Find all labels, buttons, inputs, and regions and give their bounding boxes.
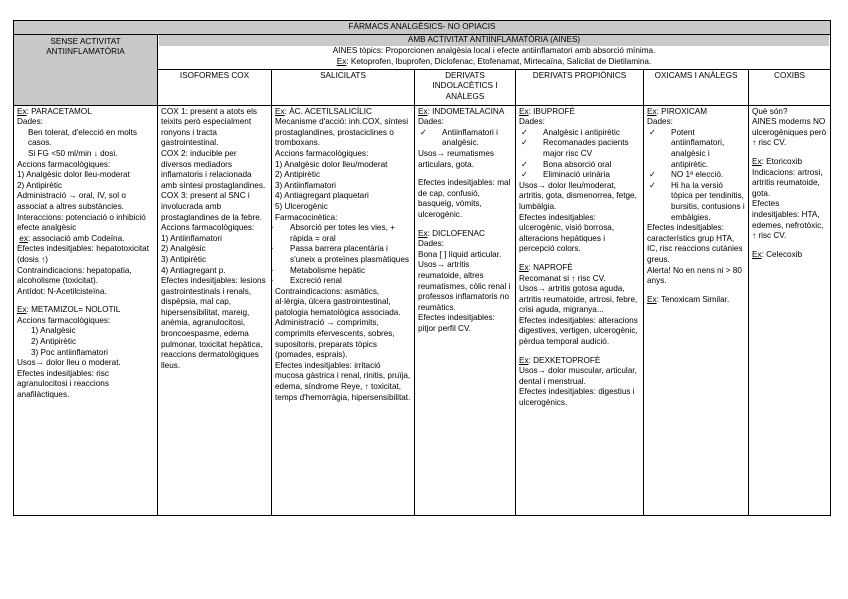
check-item: ✓ Analgèsic i antipirètic <box>519 128 640 139</box>
header-oxicams: OXICAMS I ANÀLEGS <box>644 69 749 105</box>
cell-indolacetics <box>415 105 516 515</box>
num-item: 3) Poc antiinflamatori <box>31 347 108 357</box>
etoricoxib-heading: Ex: Etoricoxib <box>752 156 803 166</box>
text: Efectes indesitjables: hepatotoxicitat (dosis ↑) <box>17 244 149 264</box>
text: Dades: <box>647 117 673 127</box>
cell-isoformes-cox <box>158 105 272 515</box>
text: Efectes indesitjables: ulcerogènic, visió borrosa, alteracions hepàtiques i percepció colors. <box>519 212 615 254</box>
text: Administració → oral, IV, sol o associat a altres substàncies. <box>17 191 126 211</box>
aines-topics: AINES tòpics: Proporcionen analgèsia local i efecte antiinflamatori amb absorció mínima. <box>332 46 656 56</box>
text: AINES moderns NO ulcerogèniques però ↑ risc CV. <box>752 117 827 148</box>
header-propionics: DERIVATS PROPIÒNICS <box>516 69 644 105</box>
table-title: FÀRMACS ANALGÈSICS- NO OPIACIS <box>14 21 831 35</box>
text: Contraindicacions: hepatopatia, alcoholisme (toxicitat). <box>17 265 132 286</box>
text: Mecanisme d'acció: inh.COX, síntesi prostaglandines, prostaciclines o tromboxans. <box>275 117 409 148</box>
text: COX 3: present al SNC i involucrada amb prostaglandines de la febre. <box>161 191 263 222</box>
num-item: 2) Antipirètic <box>17 180 63 190</box>
celecoxib-heading: Ex: Celecoxib <box>752 249 803 259</box>
cell-sense-activitat <box>14 105 158 515</box>
text: Efectes indesitjables: risc agranulocitosi i reaccions anafilàctiques. <box>17 368 109 400</box>
text: Accions farmacològiques: <box>17 159 111 169</box>
header-indolacetics: DERIVATS INDOLACÈTICS I ANÀLEGS <box>415 69 516 105</box>
text: Efectes indesitjables: digestius i ulcerogènics. <box>519 387 635 408</box>
ibuprofe-heading: Ex: IBUPROFÈ <box>519 106 575 116</box>
cell-coxibs <box>749 105 831 515</box>
header-isoformes-cox: ISOFORMES COX <box>158 69 272 105</box>
text: Dades: <box>418 117 444 127</box>
check-item: ✓ Recomanades pacients major risc CV <box>519 138 640 159</box>
text: Usos→ artritis gotosa aguda, artritis reumatoide, artrosi, febre, crisi aguda, migranya... <box>519 284 638 315</box>
text: Accions farmacològiques: <box>161 223 255 233</box>
check-item: ✓ Hi ha la versió tòpica per tendinitis, bursitis, contusions i embàlgies. <box>647 181 745 223</box>
piroxicam-heading: Ex: PIROXICAM <box>647 106 708 116</box>
tenoxicam-heading: Ex: Tenoxicam Similar. <box>647 294 730 304</box>
bullet-item: • Excreció renal <box>275 276 411 287</box>
text: Efectes indesitjables: pitjor perfil CV. <box>418 313 495 333</box>
num-item: 5) Ulcerogènic <box>275 201 328 211</box>
dexketoprofe-heading: Ex: DEXKETOPROFÈ <box>519 355 601 365</box>
check-item: ✓ NO 1ª elecció. <box>647 170 745 181</box>
paracetamol-heading: Ex: PARACETAMOL <box>17 106 92 116</box>
text: COX 2: inducible per diversos mediadors inflamatoris i relacionada amb síntesi prostaglandines. <box>161 148 266 190</box>
text: Dades: <box>17 117 43 127</box>
cell-oxicams <box>644 105 749 515</box>
num-item: 2) Antipirètic <box>275 170 321 180</box>
text: Recomanat si ↑ risc CV. <box>519 273 606 283</box>
cell-salicilats <box>272 105 415 515</box>
text: Dades: <box>418 239 444 249</box>
header-coxibs: COXIBS <box>749 69 831 105</box>
bullet-item: • Passa barrera placentària i s'uneix a proteïnes plasmàtiques <box>275 244 411 265</box>
num-item: 1) Analgèsic <box>31 326 76 336</box>
num-item: 4) Antiagregant p. <box>161 265 226 275</box>
num-item: 3) Antipirètic <box>161 254 207 264</box>
header-aines <box>158 34 831 69</box>
metamizol-heading: Ex: METAMIZOL= NOLOTIL <box>17 305 121 315</box>
text: Usos→ reumatismes articulars, gota. <box>418 148 494 169</box>
num-item: 1) Analgèsic dolor lleu-moderat <box>17 170 130 180</box>
text: Usos→ artritis reumatoide, altres reumatismes, còlic renal i professos inflamatoris no reumàtics. <box>418 260 511 312</box>
num-item: 3) Antiinflamatori <box>275 180 336 190</box>
text: Alerta! No en nens ni > 80 anys. <box>647 265 742 286</box>
num-item: 1) Analgèsic dolor lleu/moderat <box>275 159 388 169</box>
aines-title: AMB ACTIVITAT ANTIINFLAMATÒRIA (AINES) <box>159 35 829 47</box>
text: ex: associació amb Codeïna. <box>19 233 125 243</box>
num-item: 2) Antipirètic <box>31 337 77 347</box>
text: COX 1: present a atots els teixits però especialment ronyons i tracta gastrointestinal. <box>161 106 258 148</box>
indometalacina-heading: Ex: INDOMETALACINA <box>418 106 505 116</box>
text: Contraindicacions: asmàtics, al·lèrgia, úlcera gastrointestinal, patologia hematològica associada. <box>275 286 401 317</box>
text: Efectes indesitjables: alteracions digestives, vertigen, ulcerogènic, pèrdua temporal audició. <box>519 315 638 347</box>
text: Indicacions: artrosi, artritis reumatoide, gota. <box>752 167 823 198</box>
text: Usos→ dolor lleu o moderat. <box>17 358 121 368</box>
text: Bona [ ] líquid articular. <box>418 249 502 259</box>
num-item: 2) Analgèsic <box>161 244 206 254</box>
aas-heading: Ex: ÀC. ACETILSALICÍLIC <box>275 106 372 116</box>
num-item: 4) Antiagregant plaquetari <box>275 191 369 201</box>
bullet-item: • Absorció per totes les vies, + ràpida = oral <box>275 223 411 244</box>
check-item: ✓ Potent antiinflamatori, analgèsic i antipirètic. <box>647 128 745 170</box>
text: Efectes indesitjables: HTA, edemes, nefrotòxic, ↑ risc CV. <box>752 199 824 241</box>
cell-propionics <box>516 105 644 515</box>
check-item: ✓ Antiinflamatori i analgèsic. <box>418 128 512 149</box>
text: Accions farmacològiques: <box>17 315 111 325</box>
check-item: ✓ Bona absorció oral <box>519 160 640 171</box>
num-item: 1) Antiinflamatori <box>161 233 222 243</box>
diclofenac-heading: Ex: DICLOFENAC <box>418 228 485 238</box>
drug-table <box>13 20 831 516</box>
text: Usos→ dolor lleu/moderat, artritis, gota, dismenorrea, fetge, lumbàlgia. <box>519 180 637 211</box>
text: Administració → comprimits, comprimits efervescents, sobres, supositoris, preparats tòpics (pomades, esprais). <box>275 318 395 360</box>
text: Farmacocinètica: <box>275 212 338 222</box>
text: Efectes indesitjables: característics grup HTA, IC, risc reaccions cutànies greus. <box>647 223 743 264</box>
text: Antídot: N-Acetilcisteïna. <box>17 286 107 296</box>
text: Què són? <box>752 106 788 116</box>
text: Accions farmacològiques: <box>275 148 369 158</box>
text: Efectes indesitjables: irritació mucosa gàstrica i renal, rinitis, pruïja, edema, síndrome Reye, ↑ toxicitat, temps d'hemorràgia, hipersensibilitat. <box>275 360 411 402</box>
check-item: ✓ Ben tolerat, d'elecció en molts casos. <box>17 128 154 149</box>
check-item: ✓ Si FG <50 ml/min ↓ dosi. <box>17 149 154 160</box>
text: Efectes indesitjables: lesions gastrointestinals i renals, dispèpsia, mal cap, hipersensibilitat, mareig, anèmia, agranulocitosi, broncoespasme, edema pulmonar, toxicitat hepàtica, reaccions dermatològiques lleus. <box>161 276 266 370</box>
check-item: ✓ Eliminació urinària <box>519 170 640 181</box>
text: Interaccions: potenciació o inhibició efecte analgèsic <box>17 212 146 233</box>
header-salicilats: SALICILATS <box>272 69 415 105</box>
bullet-item: • Metabolisme hepàtic <box>275 266 411 277</box>
text: Efectes indesitjables: mal de cap, confusió, basqueig, vòmits, ulcerogènic. <box>418 178 511 219</box>
aines-examples: Ex: Ketoprofen, Ibuprofen, Diclofenac, Etofenamat, Mirtecaïna, Salicilat de Dietilamina. <box>336 56 652 66</box>
naprofe-heading: Ex: NAPROFÈ <box>519 262 573 272</box>
text: Usos→ dolor muscular, articular, dental i menstrual. <box>519 366 637 386</box>
text: Dades: <box>519 117 545 127</box>
header-sense-activitat: SENSE ACTIVITAT ANTIINFLAMATÒRIA <box>14 34 158 105</box>
